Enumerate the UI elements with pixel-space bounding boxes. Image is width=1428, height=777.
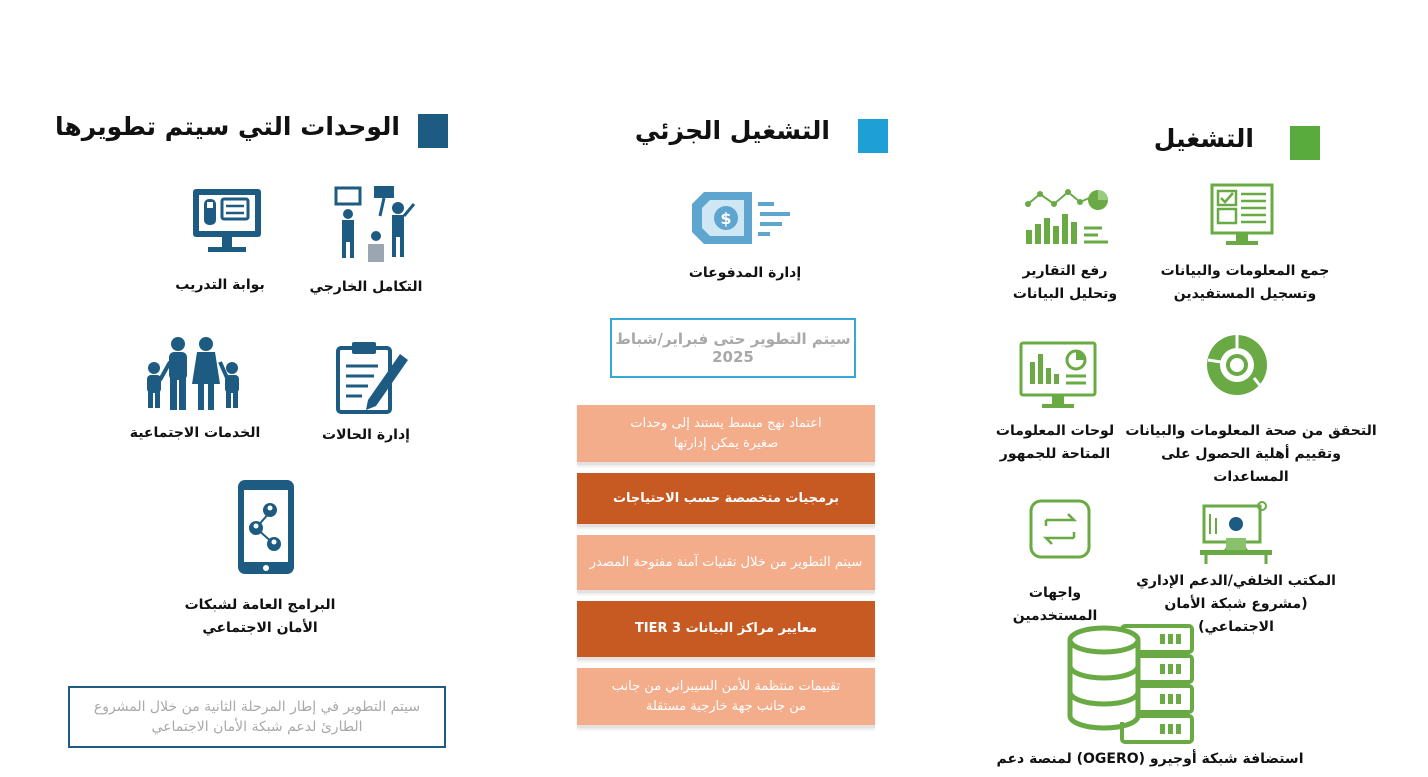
operation-item-back-office: المكتب الخلفي/الدعم الإداري (مشروع شبكة الأمان الاجتماعي) [1136, 573, 1336, 635]
future-item-social-services: الخدمات الاجتماعية [129, 425, 261, 441]
dark-blue-legend-square [418, 114, 448, 148]
light-blue-legend-square [858, 119, 888, 153]
exchange-arrows-icon [1028, 498, 1092, 560]
database-server-icon [1066, 622, 1196, 748]
computer-form-icon [1208, 182, 1276, 248]
clipboard-edit-icon [334, 340, 410, 416]
analytics-chart-icon [1022, 186, 1114, 246]
ogero-hosting-label: استضافة شبكة أوجيرو (OGERO) لمنصة دعم [996, 751, 1304, 767]
cybersecurity-bar: تقييمات منتظمة للأمن السيبراني من جانب من جانب جهة خارجية مستقلة [577, 668, 875, 728]
partial-operation-title: التشغيل الجزئي [634, 116, 830, 145]
tier3-standards-bar: معايير مراكز البيانات TIER 3 [577, 601, 875, 660]
family-icon [140, 336, 246, 412]
fast-payment-icon [690, 186, 794, 250]
future-item-case-management: إدارة الحالات [322, 427, 410, 443]
pie-chart-icon [1202, 332, 1272, 398]
operation-item-reporting: رفع التقارير وتحليل البيانات [1012, 263, 1118, 302]
open-source-bar: سيتم التطوير من خلال تقنيات آمنة مفتوحة المصدر [577, 535, 875, 593]
people-integration-icon [334, 186, 416, 262]
future-item-training-portal: بوابة التدريب [175, 277, 265, 293]
dashboard-monitor-icon [1018, 340, 1098, 412]
operation-item-data-collection: جمع المعلومات والبيانات وتسجيل المستفيدين [1160, 263, 1330, 302]
svg-text:$: $ [720, 209, 732, 228]
future-item-general-programs: البرامج العامة لشبكات الأمان الاجتماعي [184, 597, 336, 636]
operation-item-user-interfaces: واجهات المستخدمين [1012, 585, 1098, 624]
payments-management-label: إدارة المدفوعات [688, 265, 802, 281]
operation-item-dashboards: لوحات المعلومات المتاحة للجمهور [995, 423, 1115, 462]
operation-item-verification: التحقق من صحة المعلومات والبيانات وتقييم أهلية الحصول على المساعدات [1125, 423, 1377, 485]
custom-software-bar: برمجيات متخصصة حسب الاحتياجات [577, 473, 875, 527]
phase-two-development-note: سيتم التطوير في إطار المرحلة الثانية من خلال المشروع الطارئ لدعم شبكة الأمان الاجتماعي [68, 686, 446, 748]
mobile-network-icon [236, 478, 296, 576]
future-modules-title: الوحدات التي سيتم تطويرها [54, 112, 400, 141]
operation-title: التشغيل [1153, 124, 1254, 153]
development-note-2025: سيتم التطوير حتى فبراير/شباط 2025 [610, 318, 856, 378]
future-item-external-integration: التكامل الخارجي [309, 279, 423, 295]
approach-bar: اعتماد نهج مبسط يستند إلى وحدات صغيرة يمكن إدارتها [577, 405, 875, 465]
green-legend-square [1290, 126, 1320, 160]
office-worker-icon [1200, 498, 1272, 566]
training-portal-icon [190, 186, 264, 260]
